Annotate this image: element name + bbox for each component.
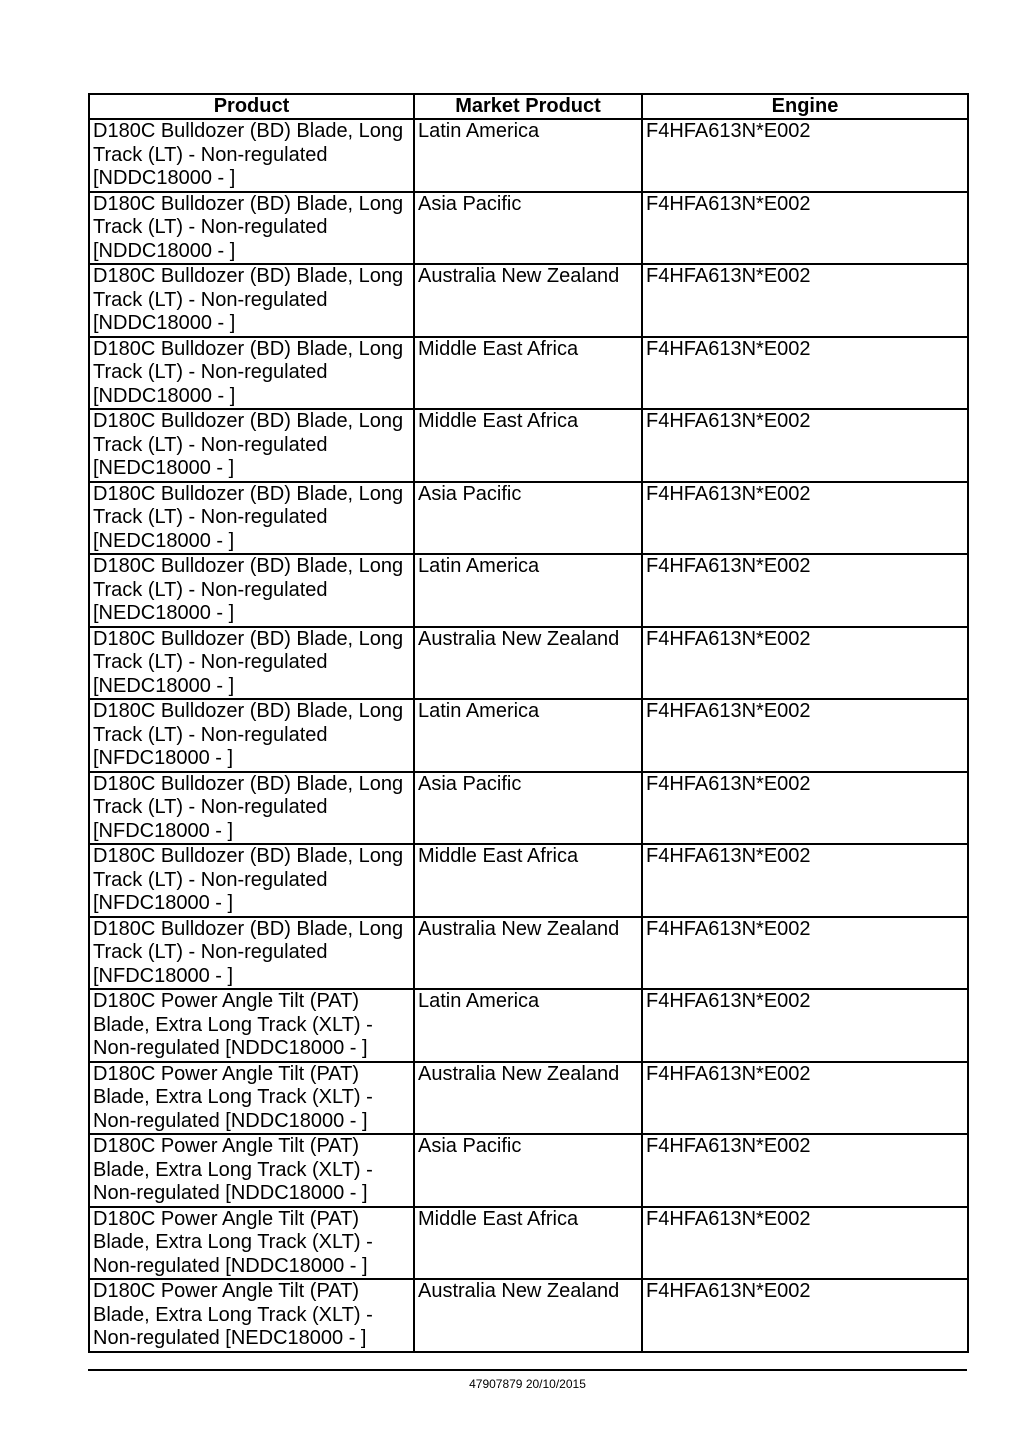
cell-product: D180C Bulldozer (BD) Blade, Long Track (LT) - Non-regulated [NFDC18000 - ] — [89, 772, 414, 845]
cell-product: D180C Bulldozer (BD) Blade, Long Track (LT) - Non-regulated [NDDC18000 - ] — [89, 119, 414, 192]
cell-product: D180C Bulldozer (BD) Blade, Long Track (LT) - Non-regulated [NDDC18000 - ] — [89, 264, 414, 337]
table-row — [89, 482, 968, 555]
cell-market-product: Asia Pacific — [414, 1134, 642, 1207]
table-row — [89, 844, 968, 917]
table-header-row — [89, 94, 968, 119]
table-row — [89, 1207, 968, 1280]
cell-engine: F4HFA613N*E002 — [642, 1134, 968, 1207]
table-row — [89, 1279, 968, 1352]
cell-engine: F4HFA613N*E002 — [642, 482, 968, 555]
cell-engine: F4HFA613N*E002 — [642, 989, 968, 1062]
cell-product: D180C Bulldozer (BD) Blade, Long Track (LT) - Non-regulated [NEDC18000 - ] — [89, 627, 414, 700]
cell-engine: F4HFA613N*E002 — [642, 699, 968, 772]
cell-engine: F4HFA613N*E002 — [642, 917, 968, 990]
cell-product: D180C Bulldozer (BD) Blade, Long Track (LT) - Non-regulated [NEDC18000 - ] — [89, 482, 414, 555]
cell-engine: F4HFA613N*E002 — [642, 554, 968, 627]
cell-engine: F4HFA613N*E002 — [642, 192, 968, 265]
cell-engine: F4HFA613N*E002 — [642, 627, 968, 700]
table-row — [89, 917, 968, 990]
table-row — [89, 409, 968, 482]
cell-market-product: Latin America — [414, 699, 642, 772]
cell-market-product: Latin America — [414, 989, 642, 1062]
table-row — [89, 772, 968, 845]
cell-product: D180C Bulldozer (BD) Blade, Long Track (LT) - Non-regulated [NDDC18000 - ] — [89, 192, 414, 265]
cell-market-product: Middle East Africa — [414, 337, 642, 410]
table-row — [89, 989, 968, 1062]
cell-market-product: Middle East Africa — [414, 409, 642, 482]
cell-engine: F4HFA613N*E002 — [642, 1062, 968, 1135]
cell-market-product: Latin America — [414, 554, 642, 627]
cell-market-product: Asia Pacific — [414, 772, 642, 845]
cell-engine: F4HFA613N*E002 — [642, 1207, 968, 1280]
cell-market-product: Australia New Zealand — [414, 264, 642, 337]
cell-market-product: Middle East Africa — [414, 844, 642, 917]
table-row — [89, 1134, 968, 1207]
cell-engine: F4HFA613N*E002 — [642, 844, 968, 917]
table-body — [89, 119, 968, 1352]
table-row — [89, 1062, 968, 1135]
cell-product: D180C Power Angle Tilt (PAT) Blade, Extra Long Track (XLT) - Non-regulated [NDDC18000 - ] — [89, 1134, 414, 1207]
cell-engine: F4HFA613N*E002 — [642, 119, 968, 192]
cell-product: D180C Bulldozer (BD) Blade, Long Track (LT) - Non-regulated [NFDC18000 - ] — [89, 699, 414, 772]
cell-product: D180C Bulldozer (BD) Blade, Long Track (LT) - Non-regulated [NFDC18000 - ] — [89, 917, 414, 990]
table-row — [89, 119, 968, 192]
cell-product: D180C Power Angle Tilt (PAT) Blade, Extra Long Track (XLT) - Non-regulated [NDDC18000 - ] — [89, 989, 414, 1062]
header-product: Product — [89, 94, 414, 119]
table-row — [89, 192, 968, 265]
cell-market-product: Australia New Zealand — [414, 1279, 642, 1352]
product-engine-table — [88, 93, 969, 1353]
table-row — [89, 337, 968, 410]
cell-market-product: Latin America — [414, 119, 642, 192]
cell-product: D180C Power Angle Tilt (PAT) Blade, Extra Long Track (XLT) - Non-regulated [NEDC18000 - ] — [89, 1279, 414, 1352]
cell-engine: F4HFA613N*E002 — [642, 772, 968, 845]
cell-market-product: Australia New Zealand — [414, 917, 642, 990]
table-row — [89, 264, 968, 337]
cell-engine: F4HFA613N*E002 — [642, 409, 968, 482]
cell-engine: F4HFA613N*E002 — [642, 1279, 968, 1352]
cell-product: D180C Power Angle Tilt (PAT) Blade, Extra Long Track (XLT) - Non-regulated [NDDC18000 - ] — [89, 1207, 414, 1280]
cell-market-product: Asia Pacific — [414, 192, 642, 265]
cell-product: D180C Bulldozer (BD) Blade, Long Track (LT) - Non-regulated [NEDC18000 - ] — [89, 409, 414, 482]
footer-document-id: 47907879 20/10/2015 — [469, 1377, 586, 1391]
table-row — [89, 699, 968, 772]
table-row — [89, 554, 968, 627]
header-engine: Engine — [642, 94, 968, 119]
header-market-product: Market Product — [414, 94, 642, 119]
cell-market-product: Asia Pacific — [414, 482, 642, 555]
cell-engine: F4HFA613N*E002 — [642, 264, 968, 337]
cell-market-product: Middle East Africa — [414, 1207, 642, 1280]
table-row — [89, 627, 968, 700]
footer-divider — [88, 1369, 967, 1371]
cell-product: D180C Bulldozer (BD) Blade, Long Track (LT) - Non-regulated [NEDC18000 - ] — [89, 554, 414, 627]
cell-market-product: Australia New Zealand — [414, 1062, 642, 1135]
cell-product: D180C Bulldozer (BD) Blade, Long Track (LT) - Non-regulated [NFDC18000 - ] — [89, 844, 414, 917]
cell-product: D180C Bulldozer (BD) Blade, Long Track (LT) - Non-regulated [NDDC18000 - ] — [89, 337, 414, 410]
cell-engine: F4HFA613N*E002 — [642, 337, 968, 410]
cell-product: D180C Power Angle Tilt (PAT) Blade, Extra Long Track (XLT) - Non-regulated [NDDC18000 - ] — [89, 1062, 414, 1135]
cell-market-product: Australia New Zealand — [414, 627, 642, 700]
